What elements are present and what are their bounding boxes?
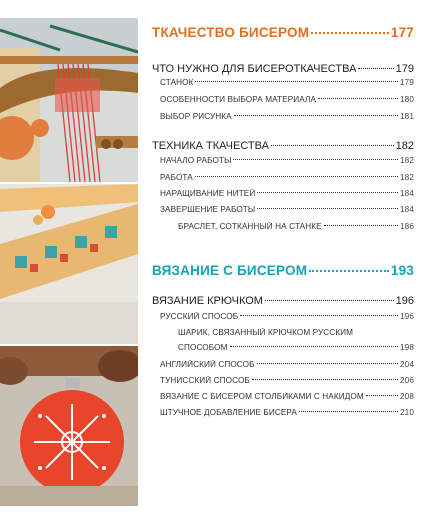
leader-dots xyxy=(195,176,398,177)
leader-dots xyxy=(265,300,394,301)
toc-section-title: ЧТО НУЖНО ДЛЯ БИСЕРОТКАЧЕСТВА xyxy=(152,63,357,75)
toc-page-number: 182 xyxy=(400,156,414,165)
toc-item-label: РУССКИЙ СПОСОБ xyxy=(160,312,239,321)
toc-page-number: 180 xyxy=(400,95,414,104)
toc-item-label: ЗАВЕРШЕНИЕ РАБОТЫ xyxy=(160,205,256,214)
leader-dots xyxy=(240,315,398,316)
toc-section-technique[interactable] xyxy=(152,140,414,152)
toc-section-title: ВЯЗАНИЕ КРЮЧКОМ xyxy=(152,295,263,307)
toc-page-number: 186 xyxy=(400,222,414,231)
leader-dots xyxy=(299,411,398,412)
toc-page-number: 184 xyxy=(400,189,414,198)
toc-page-number: 184 xyxy=(400,205,414,214)
toc-section-what-needed[interactable] xyxy=(152,63,414,75)
toc-item[interactable] xyxy=(160,408,414,417)
toc-page-number: 179 xyxy=(400,78,414,87)
leader-dots xyxy=(311,32,389,34)
leader-dots xyxy=(252,379,398,380)
toc-page-number: 182 xyxy=(400,173,414,182)
bead-loom-photo xyxy=(0,18,138,182)
leader-dots xyxy=(358,68,393,69)
toc-item[interactable] xyxy=(160,78,414,87)
toc-item-label: ШТУЧНОЕ ДОБАВЛЕНИЕ БИСЕРА xyxy=(160,408,297,417)
toc-item[interactable] xyxy=(160,205,414,214)
toc-page-number: 210 xyxy=(400,408,414,417)
toc-section-title: ТЕХНИКА ТКАЧЕСТВА xyxy=(152,140,269,152)
leader-dots xyxy=(324,225,398,226)
toc-item-label: НАЧАЛО РАБОТЫ xyxy=(160,156,232,165)
toc-item[interactable] xyxy=(160,173,414,182)
leader-dots xyxy=(366,395,398,396)
toc-item[interactable] xyxy=(178,328,414,337)
leader-dots xyxy=(230,346,398,347)
toc-item-label: ВЯЗАНИЕ С БИСЕРОМ СТОЛБИКАМИ С НАКИДОМ xyxy=(160,392,364,401)
toc-item-label: ОСОБЕННОСТИ ВЫБОРА МАТЕРИАЛА xyxy=(160,95,317,104)
toc-item[interactable] xyxy=(160,156,414,165)
leader-dots xyxy=(257,208,398,209)
toc-item-label: СТАНОК xyxy=(160,78,194,87)
toc-item[interactable] xyxy=(178,343,414,352)
toc-part-knitting[interactable] xyxy=(152,263,414,278)
toc-page-number: 198 xyxy=(400,343,414,352)
toc-item-label: СПОСОБОМ xyxy=(178,343,228,352)
toc-page-number: 181 xyxy=(400,112,414,121)
leader-dots xyxy=(195,81,398,82)
toc-page-number: 196 xyxy=(395,295,414,307)
toc-page-number: 208 xyxy=(400,392,414,401)
beaded-ball-ornament-photo xyxy=(0,346,138,506)
toc-page-number: 204 xyxy=(400,360,414,369)
toc-item[interactable] xyxy=(160,112,414,121)
leader-dots xyxy=(257,192,398,193)
toc-item-label: ВЫБОР РИСУНКА xyxy=(160,112,232,121)
toc-item[interactable] xyxy=(178,222,414,231)
toc-page-number: 182 xyxy=(395,140,414,152)
toc-page-number: 193 xyxy=(390,263,414,278)
toc-part-title: ВЯЗАНИЕ С БИСЕРОМ xyxy=(152,263,308,278)
toc-item[interactable] xyxy=(160,312,414,321)
toc-item-label: АНГЛИЙСКИЙ СПОСОБ xyxy=(160,360,255,369)
toc-item-label: РАБОТА xyxy=(160,173,193,182)
leader-dots xyxy=(257,363,398,364)
toc-item[interactable] xyxy=(160,392,414,401)
toc-item[interactable] xyxy=(160,95,414,104)
leader-dots xyxy=(318,98,398,99)
leader-dots xyxy=(233,159,398,160)
toc-page-number: 179 xyxy=(395,63,414,75)
toc-item-label: БРАСЛЕТ, СОТКАННЫЙ НА СТАНКЕ xyxy=(178,222,322,231)
toc-item[interactable] xyxy=(160,189,414,198)
toc-page-number: 177 xyxy=(390,25,414,40)
toc-item-label: НАРАЩИВАНИЕ НИТЕЙ xyxy=(160,189,256,198)
toc-item[interactable] xyxy=(160,376,414,385)
beaded-bracelet-photo xyxy=(0,184,138,344)
photo-column xyxy=(0,0,138,524)
toc-item-label: ШАРИК, СВЯЗАННЫЙ КРЮЧКОМ РУССКИМ xyxy=(178,328,354,337)
toc-part-weaving[interactable] xyxy=(152,25,414,40)
leader-dots xyxy=(309,270,389,272)
toc-page-number: 196 xyxy=(400,312,414,321)
toc-item-label: ТУНИССКИЙ СПОСОБ xyxy=(160,376,250,385)
toc-page-number: 206 xyxy=(400,376,414,385)
toc-part-title: ТКАЧЕСТВО БИСЕРОМ xyxy=(152,25,310,40)
leader-dots xyxy=(234,115,398,116)
toc-item[interactable] xyxy=(160,360,414,369)
toc-section-crochet[interactable] xyxy=(152,295,414,307)
leader-dots xyxy=(271,145,394,146)
